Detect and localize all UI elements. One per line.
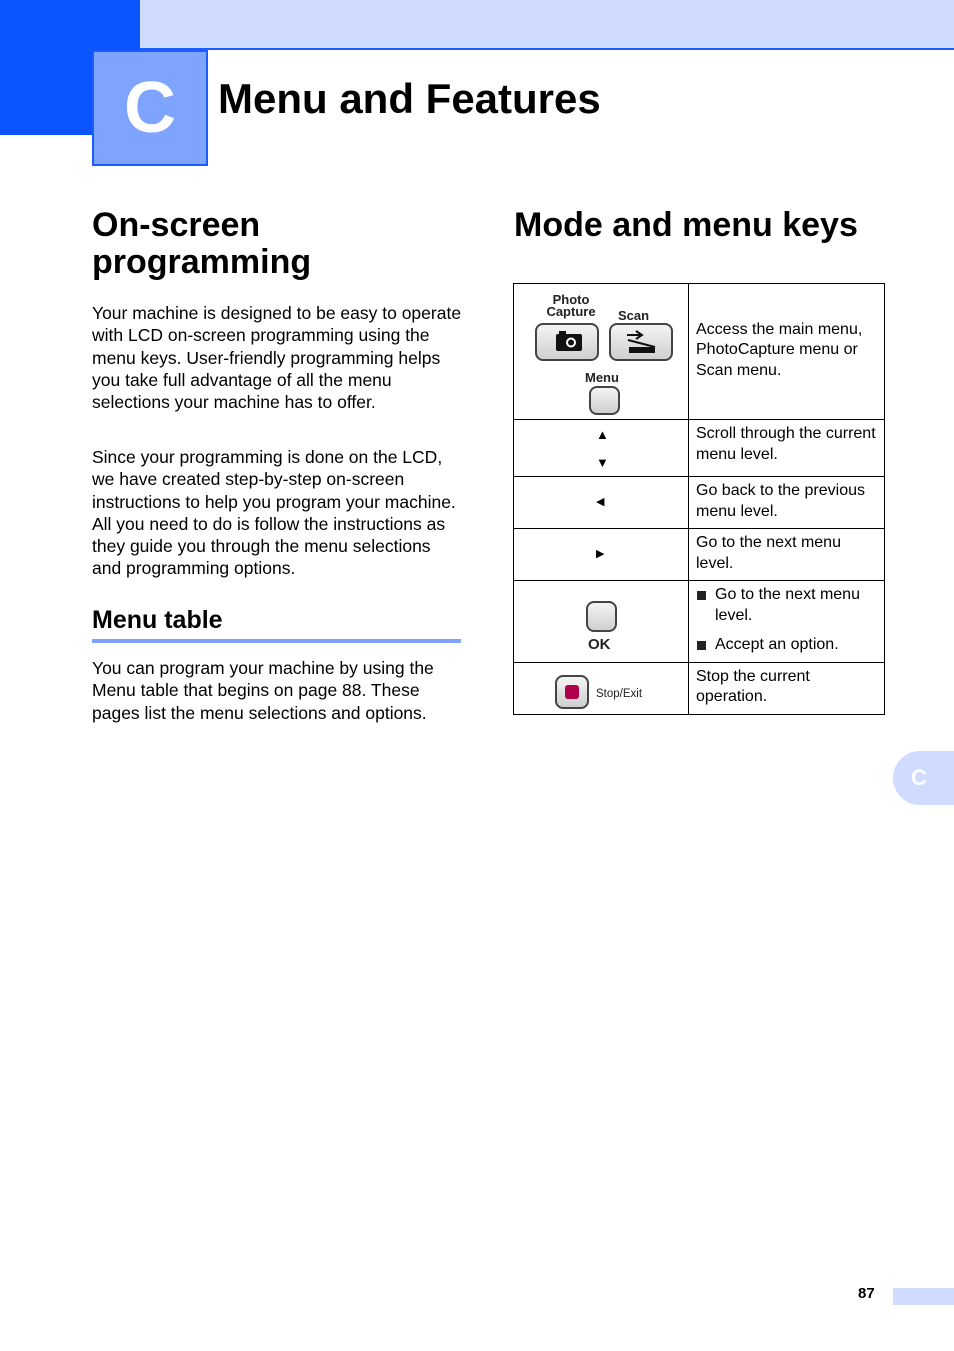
scan-label: Scan — [618, 308, 650, 323]
photo-label-line2: Capture — [546, 304, 596, 319]
ok-key[interactable] — [586, 601, 617, 632]
description-cell — [689, 529, 885, 581]
key-cell — [514, 477, 689, 529]
table-row — [514, 420, 885, 477]
row-description: Stop the current operation. — [696, 667, 810, 705]
key-cell — [514, 662, 689, 714]
bullet-item — [689, 585, 878, 626]
intro-paragraph-1: Your machine is designed to be easy to operate with LCD on-screen programming using the menu keys. User-friendly programming helps you take full advantage of all the menu selections your machine has to offer. — [92, 303, 462, 413]
menu-table-paragraph: You can program your machine by using the Menu table that begins on page 88. These pages list the menu selections and options. — [92, 658, 434, 723]
key-cell — [514, 529, 689, 581]
page-number: 87 — [858, 1285, 875, 1302]
table-row — [514, 284, 885, 420]
row-description: Scroll through the current menu level. — [696, 425, 876, 463]
subheading-menu-table: Menu table — [92, 606, 223, 634]
photo-label-line1: Photo — [552, 292, 590, 307]
section-heading-onscreen: On-screen programming — [92, 206, 312, 281]
keys-table — [513, 283, 885, 715]
bullet-square — [697, 591, 706, 600]
stop-label: Stop — [596, 687, 620, 700]
photo-capture-key[interactable] — [535, 323, 599, 361]
key-cell — [514, 284, 689, 420]
scan-key[interactable] — [609, 323, 673, 361]
stop-exit-key[interactable] — [555, 675, 589, 709]
description-cell — [689, 284, 885, 420]
table-row — [514, 662, 885, 714]
bullet-item — [689, 635, 878, 656]
section-heading-keys: Mode and menu keys — [514, 206, 858, 244]
description-cell — [689, 420, 885, 477]
left-arrow-icon[interactable]: ◀ — [596, 496, 605, 508]
scanner-icon — [611, 325, 671, 359]
bullet-text: Accept an option. — [715, 636, 839, 653]
page-number-bar — [893, 1288, 954, 1305]
side-tab-letter: C — [911, 765, 927, 790]
subheading-rule — [92, 639, 461, 643]
bullet-square — [697, 641, 706, 650]
key-cell — [514, 581, 689, 663]
chapter-badge — [92, 50, 208, 166]
chapter-side-tab — [893, 751, 954, 805]
menu-label: Menu — [585, 370, 619, 385]
row-description: Access the main menu, PhotoCapture menu or Scan menu. — [696, 320, 863, 379]
intro-paragraph-2: Since your programming is done on the LCD, we have created step-by-step on-screen instructions to help you program your machine. All you need to do is follow the instructions as they guide you through the menu selections and programming options. — [92, 447, 456, 579]
photo-capture-label — [541, 294, 601, 318]
camera-icon — [537, 325, 597, 359]
bullet-text: Go to the next menu level. — [715, 586, 860, 624]
row-description: Go back to the previous menu level. — [696, 482, 865, 520]
up-arrow-icon[interactable]: ▲ — [596, 427, 609, 442]
down-arrow-icon[interactable]: ▼ — [596, 455, 609, 470]
key-cell — [514, 420, 689, 477]
right-arrow-icon[interactable]: ▶ — [596, 548, 605, 560]
description-cell — [689, 662, 885, 714]
stop-exit-label: Stop/Exit — [596, 687, 643, 700]
menu-key[interactable] — [589, 386, 620, 415]
table-row — [514, 581, 885, 663]
chapter-letter: C — [124, 68, 176, 148]
description-cell — [689, 477, 885, 529]
row-description: Go to the next menu level. — [696, 534, 841, 572]
table-row — [514, 477, 885, 529]
header-band — [0, 0, 954, 50]
exit-label: Exit — [622, 687, 643, 700]
chapter-title: Menu and Features — [218, 75, 601, 122]
ok-label: OK — [588, 636, 611, 653]
table-row — [514, 529, 885, 581]
stop-icon — [565, 685, 579, 699]
description-cell — [689, 581, 885, 663]
